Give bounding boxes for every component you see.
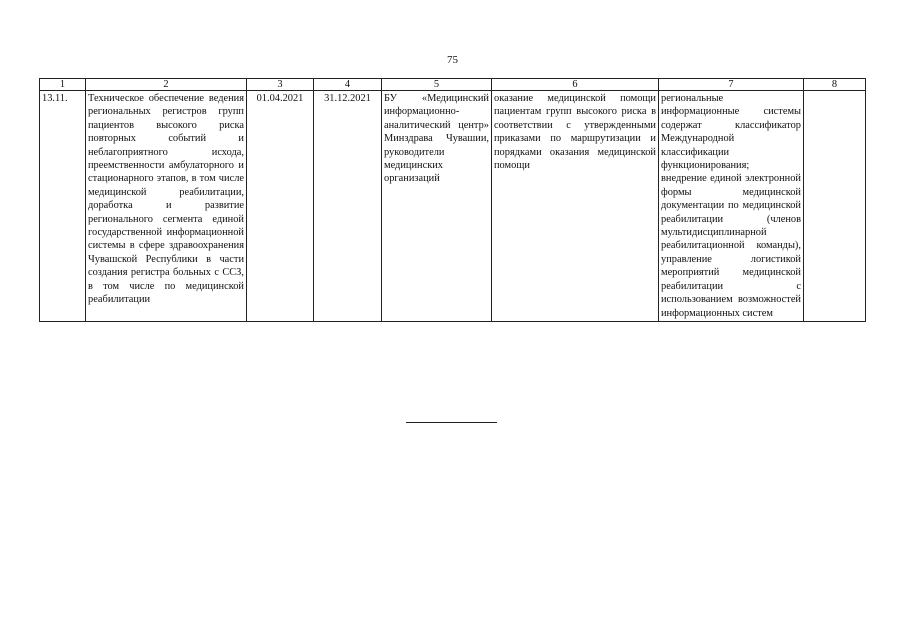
table-header-row <box>40 79 866 91</box>
header-cell: 5 <box>382 79 492 91</box>
notes-paragraph-2: внедрение единой электронной формы медицинской документации по медицинской реабилитации (членов мультидисциплинарной реабилитационной команды), управление логистикой мероприятий медицинской реабилитации с использованием возможностей информационных систем <box>661 173 801 319</box>
header-cell: 3 <box>247 79 314 91</box>
header-cell: 6 <box>492 79 659 91</box>
expected-result: оказание медицинской помощи пациентам групп высокого риска в соответствии с утвержденными приказами по маршрутизации и порядками оказания медицинской помощи <box>492 91 659 322</box>
footer-rule <box>406 422 497 423</box>
header-cell: 2 <box>86 79 247 91</box>
measure-description: Техническое обеспечение ведения региональных регистров групп пациентов высокого риска повторных событий и неблагоприятного исхода, преемственности амбулаторного и стационарного этапов, в том числе медицинской реабилитации, доработка и развитие регионального сегмента единой государственной информационной системы в сфере здравоохранения Чувашской Республики в части создания регистра больных с ССЗ, в том числе по медицинской реабилитации <box>86 91 247 322</box>
start-date: 01.04.2021 <box>247 91 314 322</box>
notes-cell <box>659 91 804 322</box>
end-date: 31.12.2021 <box>314 91 382 322</box>
header-cell: 4 <box>314 79 382 91</box>
header-cell: 7 <box>659 79 804 91</box>
row-number: 13.11. <box>40 91 86 322</box>
empty-cell <box>804 91 866 322</box>
responsible-executors: БУ «Медицинский информационно-аналитический центр» Минздрава Чувашии, руководители медицинских организаций <box>382 91 492 322</box>
header-cell: 1 <box>40 79 86 91</box>
header-cell: 8 <box>804 79 866 91</box>
measures-table <box>39 78 866 322</box>
notes-paragraph-1: региональные информационные системы содержат классификатор Международной классификации функционирования; <box>661 93 801 172</box>
table-row <box>40 91 866 322</box>
page-number: 75 <box>447 54 458 66</box>
